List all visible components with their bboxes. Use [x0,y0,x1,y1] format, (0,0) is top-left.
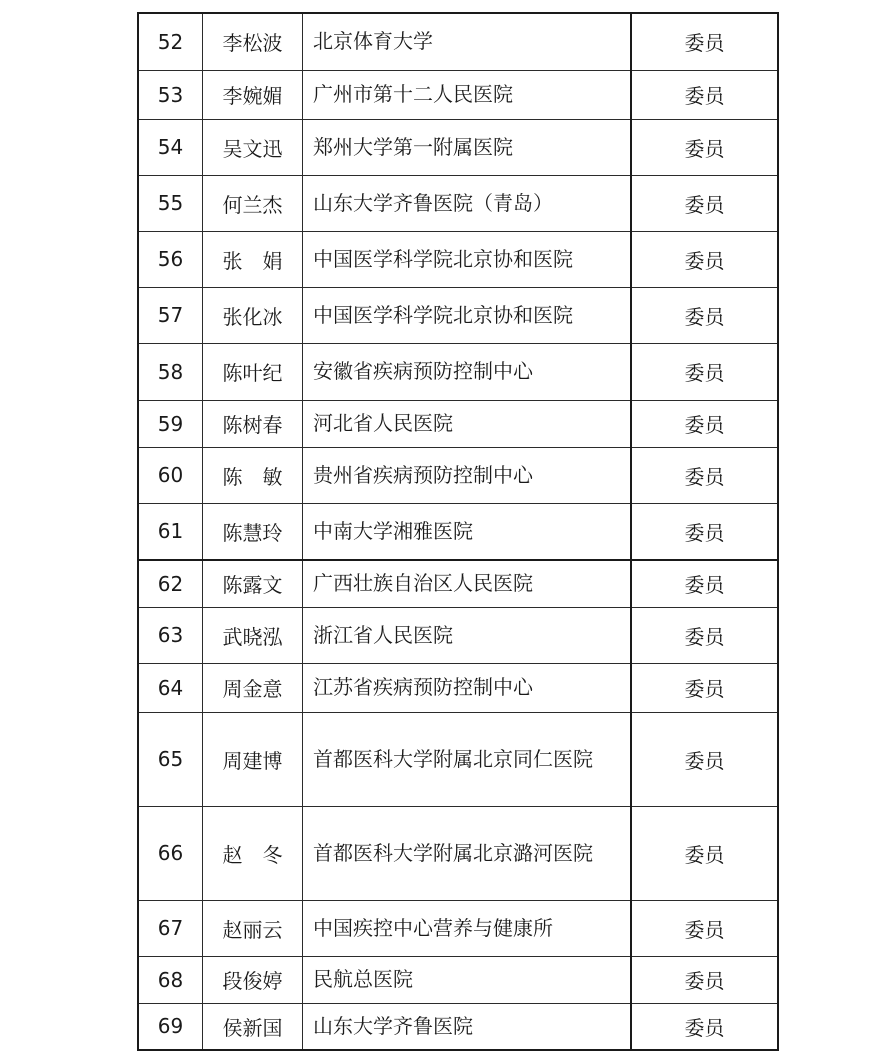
member-number: 61 [138,503,203,560]
member-organization: 广州市第十二人民医院 [303,70,632,119]
member-role: 委员 [631,447,778,503]
member-organization: 贵州省疾病预防控制中心 [303,447,632,503]
member-organization: 中国疾控中心营养与健康所 [303,900,632,956]
member-role: 委员 [631,663,778,712]
member-role: 委员 [631,175,778,231]
table-row [138,119,778,175]
member-role: 委员 [631,287,778,343]
member-role: 委员 [631,70,778,119]
member-role: 委员 [631,13,778,70]
table-row [138,806,778,900]
table-row [138,447,778,503]
table-row [138,343,778,400]
member-organization: 首都医科大学附属北京同仁医院 [303,712,632,806]
table-row [138,712,778,806]
member-name: 段俊婷 [203,956,303,1003]
member-name: 李婉媚 [203,70,303,119]
member-name: 陈露文 [203,560,303,607]
member-name: 张 娟 [203,231,303,287]
member-name: 何兰杰 [203,175,303,231]
member-organization: 中南大学湘雅医院 [303,503,632,560]
member-organization: 民航总医院 [303,956,632,1003]
member-name: 陈叶纪 [203,343,303,400]
member-organization: 北京体育大学 [303,13,632,70]
member-organization: 首都医科大学附属北京潞河医院 [303,806,632,900]
member-number: 68 [138,956,203,1003]
member-name: 周建博 [203,712,303,806]
table-row [138,13,778,70]
member-number: 66 [138,806,203,900]
member-organization: 山东大学齐鲁医院 [303,1003,632,1050]
member-number: 57 [138,287,203,343]
member-number: 52 [138,13,203,70]
member-role: 委员 [631,343,778,400]
table-row [138,503,778,560]
table-row [138,70,778,119]
member-number: 60 [138,447,203,503]
member-organization: 中国医学科学院北京协和医院 [303,231,632,287]
member-number: 55 [138,175,203,231]
member-role: 委员 [631,400,778,447]
member-number: 53 [138,70,203,119]
member-number: 54 [138,119,203,175]
table-row [138,400,778,447]
member-name: 李松波 [203,13,303,70]
member-number: 65 [138,712,203,806]
member-role: 委员 [631,956,778,1003]
member-name: 周金意 [203,663,303,712]
member-organization: 广西壮族自治区人民医院 [303,560,632,607]
member-name: 赵丽云 [203,900,303,956]
member-name: 武晓泓 [203,607,303,663]
member-organization: 郑州大学第一附属医院 [303,119,632,175]
member-role: 委员 [631,1003,778,1050]
member-organization: 山东大学齐鲁医院（青岛） [303,175,632,231]
table-row [138,663,778,712]
table-row [138,560,778,607]
member-organization: 河北省人民医院 [303,400,632,447]
member-organization: 安徽省疾病预防控制中心 [303,343,632,400]
table-row [138,1003,778,1050]
member-name: 侯新国 [203,1003,303,1050]
member-number: 62 [138,560,203,607]
member-role: 委员 [631,119,778,175]
table-row [138,956,778,1003]
member-name: 陈 敏 [203,447,303,503]
member-name: 陈慧玲 [203,503,303,560]
member-number: 56 [138,231,203,287]
member-number: 59 [138,400,203,447]
member-table-container [137,12,755,1051]
member-role: 委员 [631,231,778,287]
member-role: 委员 [631,806,778,900]
table-row [138,607,778,663]
member-table [137,12,779,1051]
member-role: 委员 [631,607,778,663]
table-row [138,231,778,287]
table-row [138,175,778,231]
member-number: 67 [138,900,203,956]
member-role: 委员 [631,900,778,956]
member-number: 64 [138,663,203,712]
member-name: 张化冰 [203,287,303,343]
member-number: 58 [138,343,203,400]
member-number: 69 [138,1003,203,1050]
member-role: 委员 [631,503,778,560]
table-row [138,900,778,956]
member-name: 赵 冬 [203,806,303,900]
member-organization: 中国医学科学院北京协和医院 [303,287,632,343]
member-role: 委员 [631,712,778,806]
member-organization: 江苏省疾病预防控制中心 [303,663,632,712]
member-name: 陈树春 [203,400,303,447]
member-number: 63 [138,607,203,663]
table-row [138,287,778,343]
member-organization: 浙江省人民医院 [303,607,632,663]
member-role: 委员 [631,560,778,607]
member-name: 吴文迅 [203,119,303,175]
